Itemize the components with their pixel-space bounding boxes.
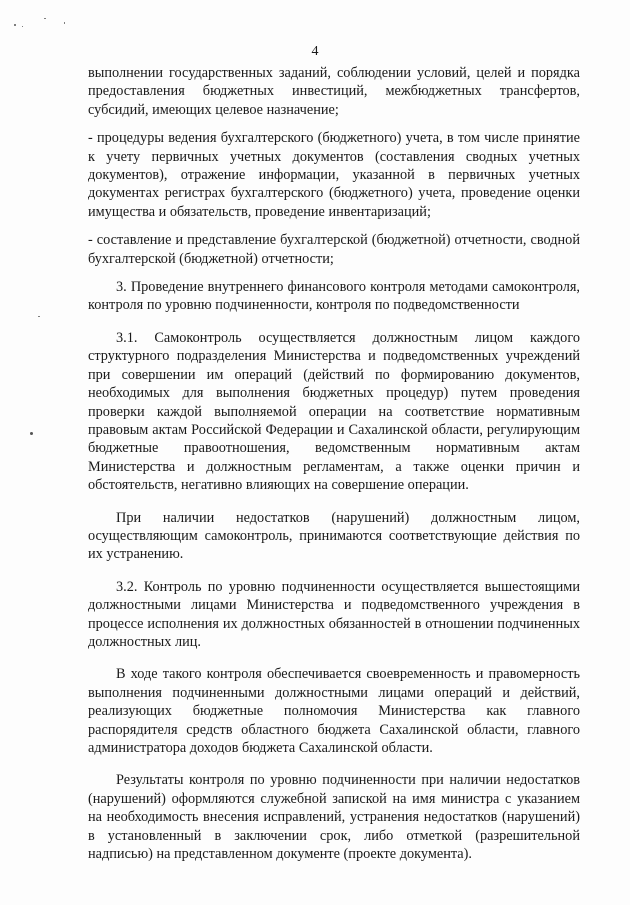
document-body (88, 64, 580, 877)
section-heading: 3. Проведение внутреннего финансового контроля методами самоконтроля, контроля по уровню подчиненности, контроля по подведомственности (88, 279, 580, 314)
scan-speck (64, 22, 65, 24)
scan-speck (22, 26, 23, 27)
paragraph: В ходе такого контроля обеспечивается своевременность и правомерность выполнения подчиненными должностными лицами операций и действий, реализующих бюджетные полномочия Министерства как главного распорядителя средств областного бюджета Сахалинской области, главного администратора доходов бюджета Сахалинской области. (88, 666, 580, 756)
paragraph: - составление и представление бухгалтерской (бюджетной) отчетности, сводной бухгалтерской (бюджетной) отчетности; (88, 232, 580, 267)
paragraph: 3.2. Контроль по уровню подчиненности осуществляется вышестоящими должностными лицами Министерства и подведомственного учреждения в процессе исполнения их должностных обязанностей в отношении подчиненных должностных лиц. (88, 578, 580, 650)
page-number: 4 (311, 44, 319, 59)
paragraph: 3.1. Самоконтроль осуществляется должностным лицом каждого структурного подразделения Министерства и подведомственных учреждений при совершении им операций (действий по формированию документов, необходимых для выполнения бюджетных процедур) путем проведения проверки каждой выполняемой операции на соответствие нормативным правовым актам Российской Федерации и Сахалинской области, регулирующим бюджетные правоотношения, ведомственным нормативным актам Министерства и должностным регламентам, а также оценки причин и обстоятельств, негативно влияющих на совершение операции. (88, 329, 580, 494)
scan-speck (38, 316, 40, 317)
paragraph: При наличии недостатков (нарушений) должностным лицом, осуществляющим самоконтроль, принимаются соответствующие действия по их устранению. (88, 509, 580, 563)
paragraph: - процедуры ведения бухгалтерского (бюджетного) учета, в том числе принятие к учету первичных учетных документов (составления сводных учетных документов), отражение информации, указанной в первичных учетных документах регистрах бухгалтерского (бюджетного) учета, проведение оценки имущества и обязательств, проведение инвентаризаций; (88, 130, 580, 220)
scan-speck (44, 18, 46, 19)
paragraph: выполнении государственных заданий, соблюдении условий, целей и порядка предоставления бюджетных инвестиций, межбюджетных трансфертов, субсидий, имеющих целевое назначение; (88, 65, 580, 118)
scan-speck (30, 432, 33, 435)
scan-speck (14, 24, 16, 26)
paragraph: Результаты контроля по уровню подчиненности при наличии недостатков (нарушений) оформляются служебной запиской на имя министра с указанием на необходимость внесения исправлений, устранения недостатков (нарушений) в установленный в заключении срок, либо отметкой (разрешительной надписью) на представленном документе (проекте документа). (88, 772, 580, 863)
